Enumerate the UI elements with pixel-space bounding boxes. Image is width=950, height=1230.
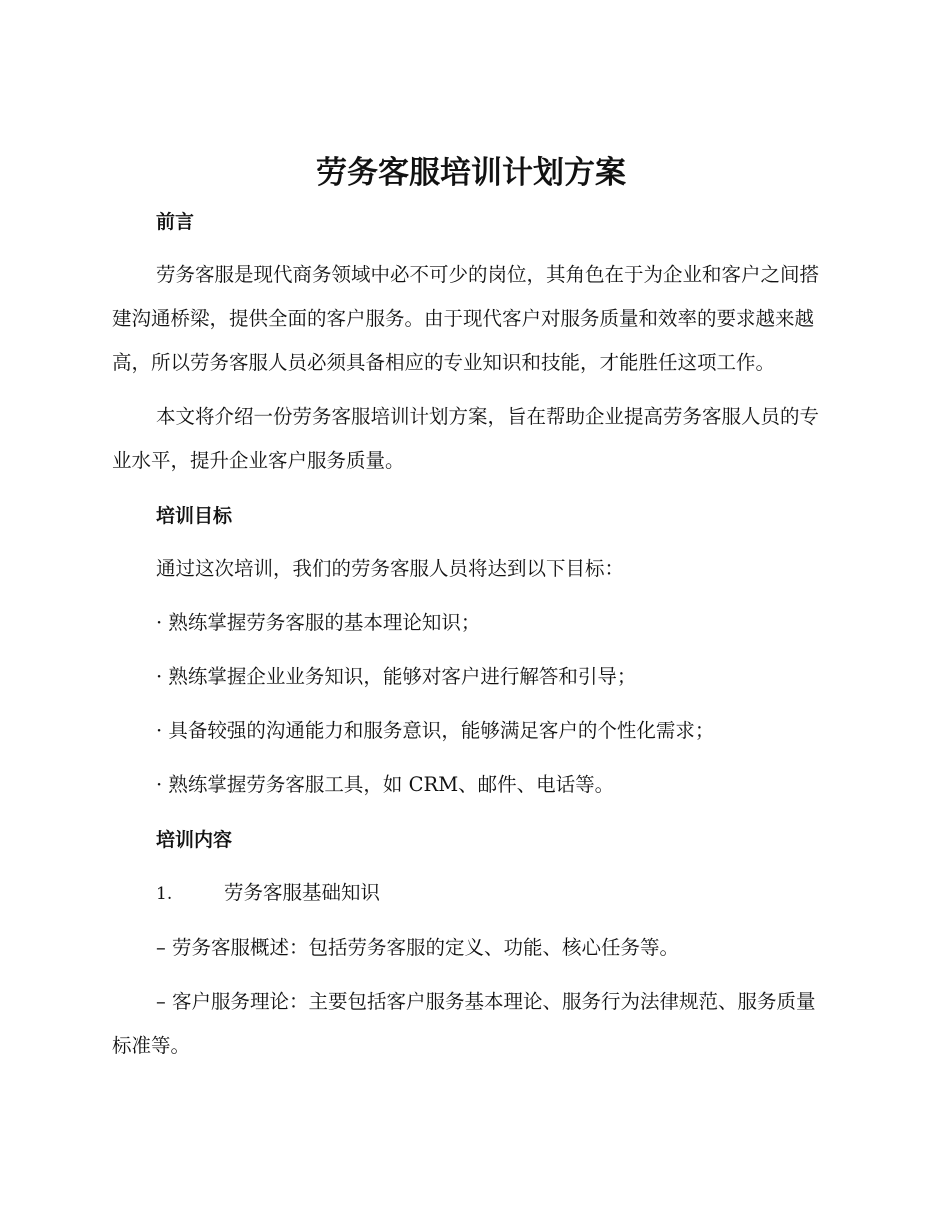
document-body — [112, 145, 830, 1068]
preface-paragraph-1: 劳务客服是现代商务领域中必不可少的岗位，其角色在于为企业和客户之间搭建沟通桥梁，提供全面的客户服务。由于现代客户对服务质量和效率的要求越来越高，所以劳务客服人员必须具备相应的专业知识和技能，才能胜任这项工作。 — [112, 263, 820, 374]
goal-item-1: · 熟练掌握劳务客服的基本理论知识； — [156, 611, 481, 634]
content-sub-item-2: – 客户服务理论：主要包括客户服务基本理论、服务行为法律规范、服务质量标准等。 — [112, 990, 816, 1057]
list-number: 1. — [156, 884, 173, 904]
goal-item-2: · 熟练掌握企业业务知识，能够对客户进行解答和引导； — [156, 665, 637, 688]
heading-preface: 前言 — [156, 211, 195, 233]
heading-content: 培训内容 — [156, 829, 233, 851]
content-numbered-item-1 — [112, 871, 830, 916]
document-title: 劳务客服培训计划方案 — [316, 155, 626, 191]
goals-intro: 通过这次培训，我们的劳务客服人员将达到以下目标： — [156, 557, 625, 580]
goal-item-4: · 熟练掌握劳务客服工具，如 CRM、邮件、电话等。 — [156, 773, 615, 796]
list-item-text: 劳务客服基础知识 — [224, 881, 381, 904]
content-sub-item-1: – 劳务客服概述：包括劳务客服的定义、功能、核心任务等。 — [156, 936, 679, 959]
heading-goals: 培训目标 — [156, 505, 233, 527]
goal-item-3: · 具备较强的沟通能力和服务意识，能够满足客户的个性化需求； — [156, 719, 715, 742]
preface-paragraph-2: 本文将介绍一份劳务客服培训计划方案，旨在帮助企业提高劳务客服人员的专业水平，提升企业客户服务质量。 — [112, 405, 820, 472]
